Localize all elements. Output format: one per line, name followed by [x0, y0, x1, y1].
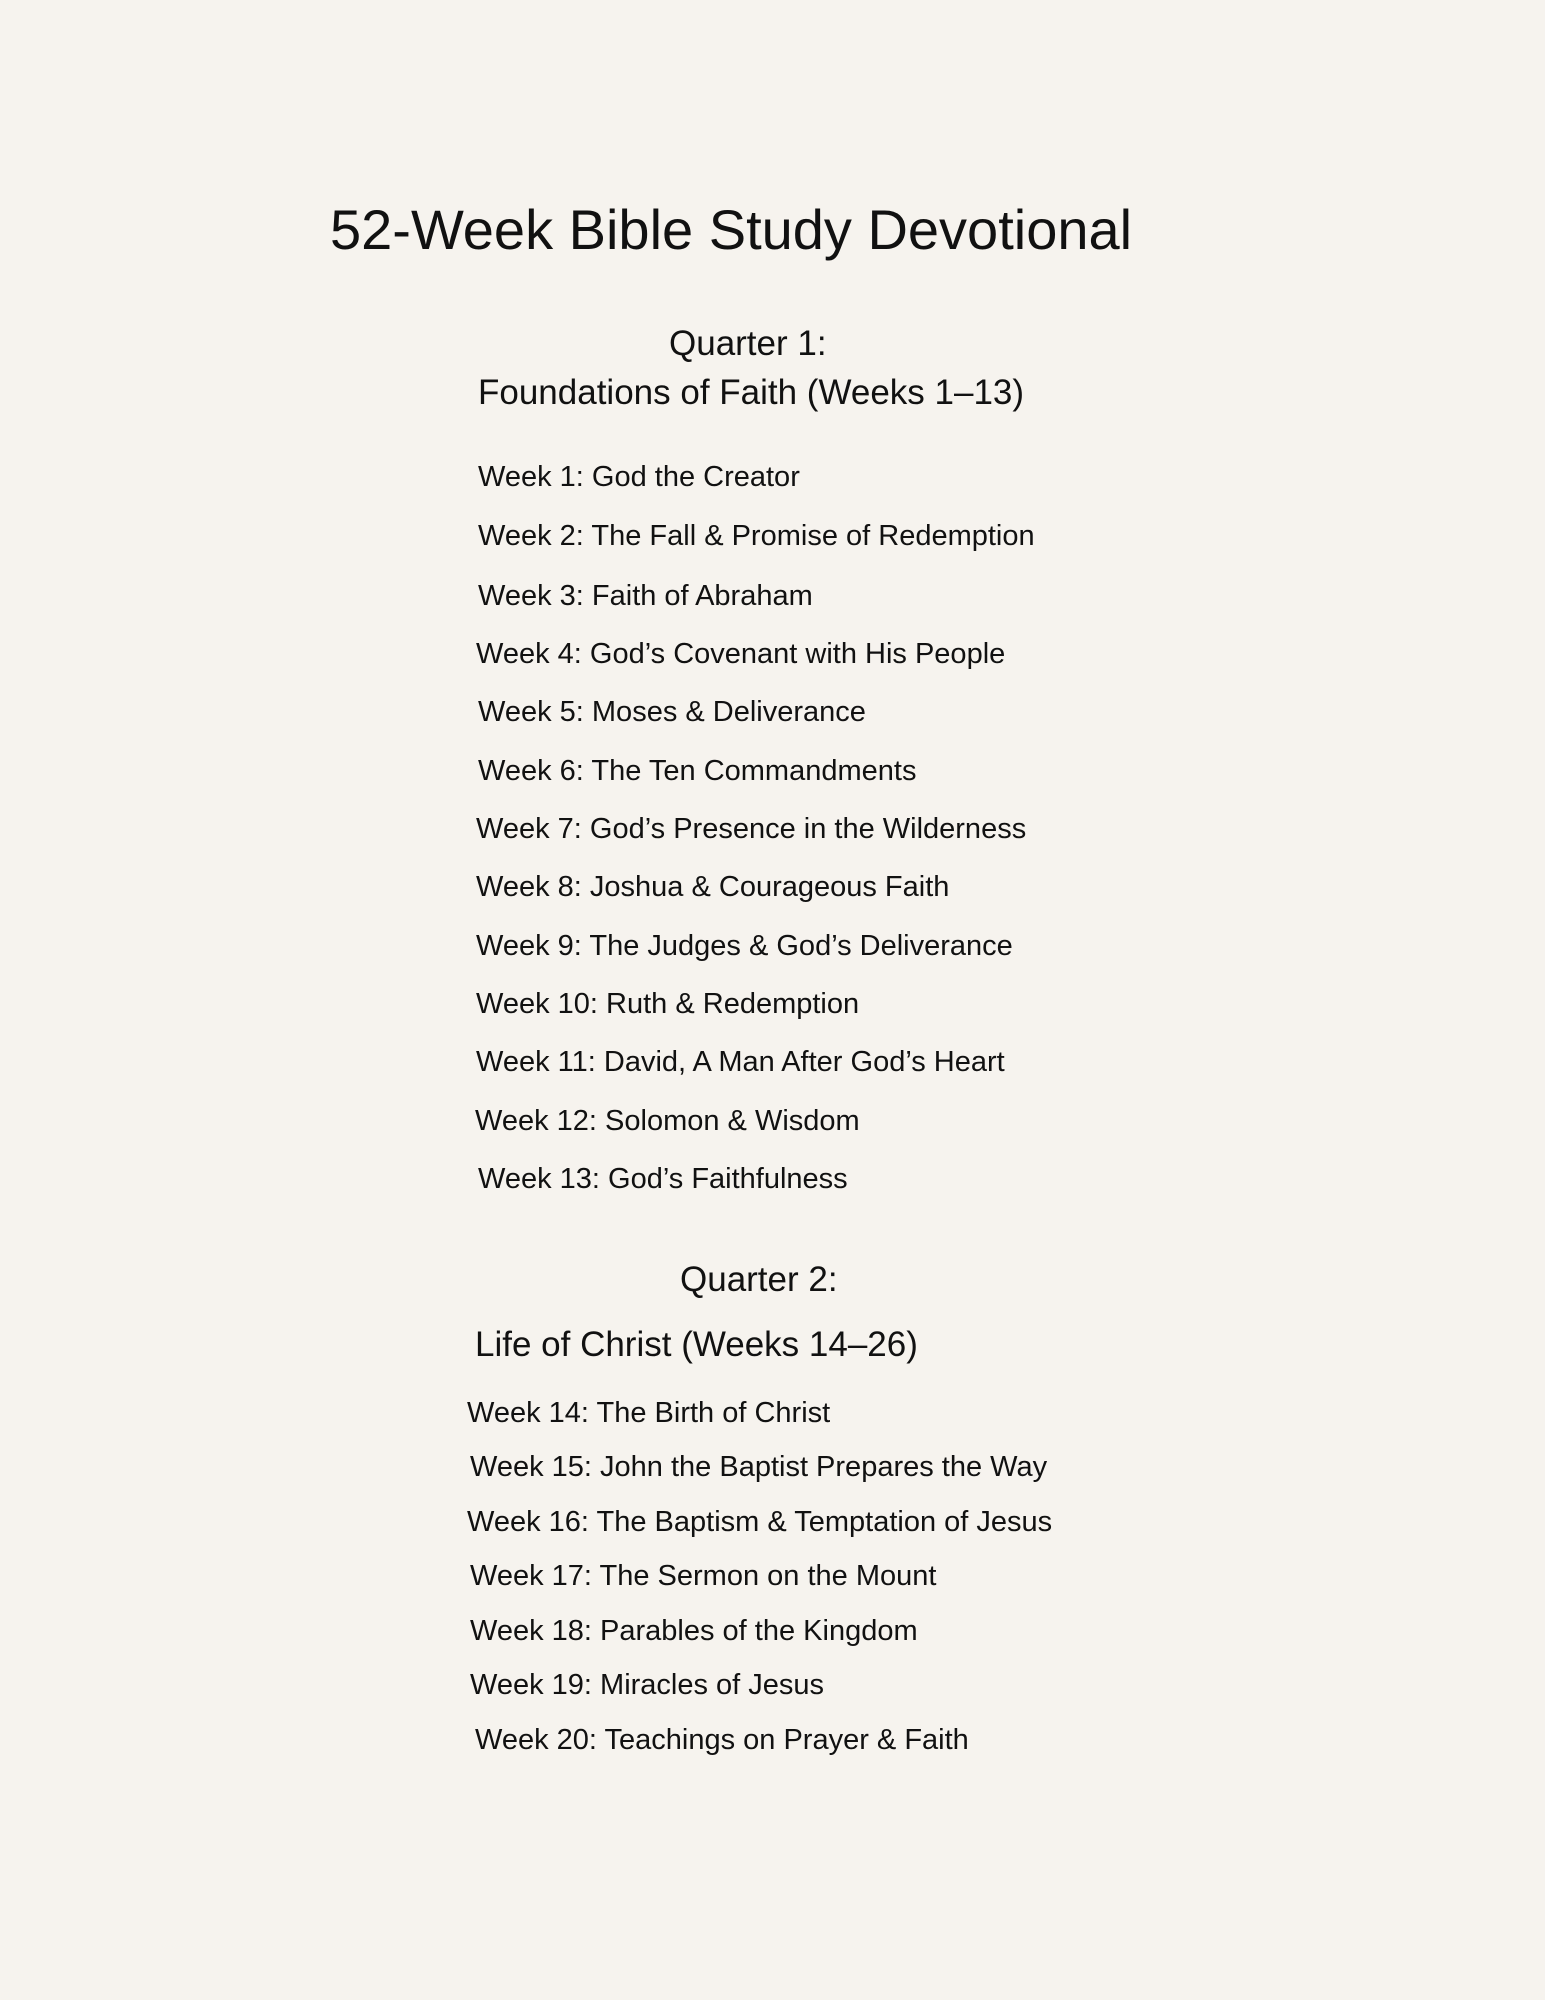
quarter-2-label: Quarter 2:	[680, 1260, 838, 1299]
week-item-14: Week 14: The Birth of Christ	[467, 1397, 831, 1429]
week-item-13: Week 13: God’s Faithfulness	[478, 1163, 848, 1195]
week-item-18: Week 18: Parables of the Kingdom	[470, 1615, 918, 1647]
week-item-7: Week 7: God’s Presence in the Wilderness	[476, 813, 1027, 845]
week-item-15: Week 15: John the Baptist Prepares the Way	[470, 1451, 1048, 1483]
week-item-5: Week 5: Moses & Deliverance	[478, 696, 866, 728]
week-item-17: Week 17: The Sermon on the Mount	[470, 1560, 937, 1592]
week-item-20: Week 20: Teachings on Prayer & Faith	[475, 1724, 969, 1756]
week-item-8: Week 8: Joshua & Courageous Faith	[476, 871, 950, 903]
quarter-1-subtitle: Foundations of Faith (Weeks 1–13)	[478, 373, 1025, 412]
week-item-6: Week 6: The Ten Commandments	[478, 755, 917, 787]
week-item-4: Week 4: God’s Covenant with His People	[476, 638, 1006, 670]
quarter-1-label: Quarter 1:	[669, 324, 827, 363]
week-item-2: Week 2: The Fall & Promise of Redemption	[478, 520, 1035, 552]
week-item-10: Week 10: Ruth & Redemption	[476, 988, 860, 1020]
week-item-9: Week 9: The Judges & God’s Deliverance	[476, 930, 1013, 962]
quarter-2-subtitle: Life of Christ (Weeks 14–26)	[475, 1325, 918, 1364]
week-item-11: Week 11: David, A Man After God’s Heart	[476, 1046, 1005, 1078]
week-item-19: Week 19: Miracles of Jesus	[470, 1669, 825, 1701]
week-item-1: Week 1: God the Creator	[478, 461, 800, 493]
week-item-16: Week 16: The Baptism & Temptation of Jesus	[467, 1506, 1053, 1538]
week-item-12: Week 12: Solomon & Wisdom	[475, 1105, 860, 1137]
week-item-3: Week 3: Faith of Abraham	[478, 580, 813, 612]
document-title: 52-Week Bible Study Devotional	[330, 198, 1133, 261]
